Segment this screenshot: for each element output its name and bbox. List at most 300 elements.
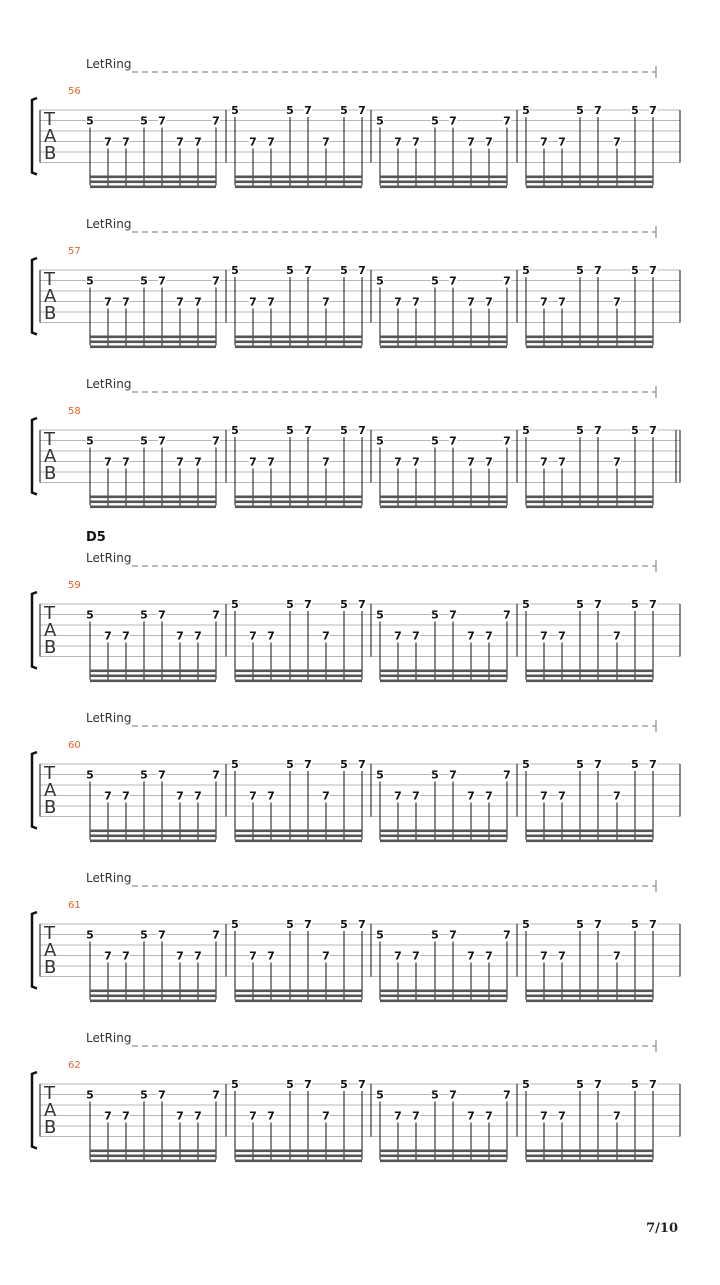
fret-number: 7 — [412, 789, 420, 803]
let-ring-label: LetRing — [86, 377, 132, 391]
fret-number: 5 — [631, 598, 639, 611]
system-bracket — [32, 752, 37, 829]
fret-number: 7 — [540, 629, 548, 643]
fret-number: 7 — [158, 274, 166, 288]
fret-number: 7 — [104, 789, 112, 803]
fret-number: 7 — [267, 455, 275, 469]
fret-number: 7 — [267, 135, 275, 149]
fret-number: 5 — [286, 264, 294, 277]
fret-number: 7 — [467, 949, 475, 963]
fret-number: 5 — [631, 104, 639, 117]
fret-number: 7 — [104, 455, 112, 469]
tab-clef-letter: A — [44, 446, 57, 467]
fret-number: 7 — [449, 928, 457, 942]
fret-number: 7 — [594, 758, 602, 771]
fret-number: 7 — [412, 135, 420, 149]
fret-number: 7 — [322, 629, 330, 643]
fret-number: 7 — [558, 789, 566, 803]
note-beam — [90, 336, 216, 339]
fret-number: 5 — [376, 608, 384, 622]
fret-number: 5 — [522, 598, 530, 611]
fret-number: 7 — [394, 135, 402, 149]
note-beam — [526, 1160, 653, 1163]
note-beam — [380, 186, 507, 189]
tab-clef-letter: T — [44, 603, 55, 624]
fret-number: 7 — [558, 135, 566, 149]
fret-number: 7 — [649, 424, 657, 437]
note-beam — [235, 675, 362, 678]
fret-number: 7 — [649, 1078, 657, 1091]
note-beam — [380, 670, 507, 673]
fret-number: 7 — [594, 598, 602, 611]
fret-number: 5 — [286, 758, 294, 771]
fret-number: 7 — [358, 598, 366, 611]
fret-number: 5 — [340, 758, 348, 771]
tab-clef-letter: A — [44, 620, 57, 641]
fret-number: 7 — [194, 1109, 202, 1123]
note-beam — [235, 1160, 362, 1163]
fret-number: 5 — [231, 264, 239, 277]
fret-number: 5 — [286, 104, 294, 117]
note-beam — [380, 496, 507, 499]
fret-number: 7 — [194, 135, 202, 149]
fret-number: 7 — [467, 295, 475, 309]
note-beam — [380, 346, 507, 349]
note-beam — [235, 995, 362, 998]
note-beam — [526, 176, 653, 179]
fret-number: 7 — [212, 274, 220, 288]
note-beam — [380, 990, 507, 993]
note-beam — [380, 840, 507, 843]
fret-number: 7 — [322, 949, 330, 963]
fret-number: 7 — [212, 114, 220, 128]
fret-number: 7 — [104, 949, 112, 963]
fret-number: 7 — [394, 629, 402, 643]
fret-number: 5 — [522, 104, 530, 117]
fret-number: 7 — [467, 629, 475, 643]
note-beam — [380, 341, 507, 344]
note-beam — [526, 336, 653, 339]
fret-number: 7 — [503, 928, 511, 942]
note-beam — [526, 1000, 653, 1003]
fret-number: 7 — [194, 949, 202, 963]
bar-number: 62 — [68, 1060, 81, 1071]
tab-clef-letter: T — [44, 763, 55, 784]
note-beam — [90, 670, 216, 673]
fret-number: 7 — [467, 1109, 475, 1123]
fret-number: 7 — [358, 104, 366, 117]
fret-number: 5 — [286, 1078, 294, 1091]
fret-number: 7 — [122, 949, 130, 963]
fret-number: 5 — [140, 114, 148, 128]
tab-clef-letter: T — [44, 1083, 55, 1104]
fret-number: 7 — [304, 104, 312, 117]
fret-number: 5 — [340, 104, 348, 117]
note-beam — [526, 1150, 653, 1153]
note-beam — [235, 670, 362, 673]
note-beam — [526, 186, 653, 189]
fret-number: 7 — [649, 758, 657, 771]
fret-number: 7 — [485, 135, 493, 149]
fret-number: 5 — [576, 264, 584, 277]
tab-system — [32, 711, 680, 842]
fret-number: 5 — [631, 918, 639, 931]
fret-number: 5 — [431, 114, 439, 128]
tab-clef-letter: T — [44, 109, 55, 130]
fret-number: 5 — [376, 434, 384, 448]
fret-number: 5 — [376, 768, 384, 782]
fret-number: 7 — [212, 434, 220, 448]
fret-number: 7 — [485, 789, 493, 803]
fret-number: 7 — [503, 114, 511, 128]
fret-number: 7 — [322, 789, 330, 803]
tab-clef-letter: B — [44, 143, 57, 164]
fret-number: 7 — [158, 928, 166, 942]
fret-number: 7 — [322, 1109, 330, 1123]
fret-number: 7 — [613, 1109, 621, 1123]
note-beam — [380, 336, 507, 339]
tab-clef-letter: B — [44, 463, 57, 484]
let-ring-label: LetRing — [86, 871, 132, 885]
tab-clef-letter: T — [44, 429, 55, 450]
fret-number: 7 — [412, 1109, 420, 1123]
fret-number: 5 — [140, 274, 148, 288]
fret-number: 7 — [158, 434, 166, 448]
tab-system — [32, 57, 680, 188]
fret-number: 7 — [122, 455, 130, 469]
fret-number: 7 — [594, 104, 602, 117]
fret-number: 7 — [449, 274, 457, 288]
fret-number: 7 — [249, 455, 257, 469]
fret-number: 7 — [158, 114, 166, 128]
fret-number: 5 — [431, 1088, 439, 1102]
fret-number: 5 — [140, 1088, 148, 1102]
fret-number: 7 — [176, 949, 184, 963]
note-beam — [90, 835, 216, 838]
fret-number: 7 — [412, 295, 420, 309]
fret-number: 7 — [267, 295, 275, 309]
note-beam — [235, 186, 362, 189]
note-beam — [235, 990, 362, 993]
note-beam — [235, 336, 362, 339]
fret-number: 5 — [286, 424, 294, 437]
note-beam — [90, 995, 216, 998]
note-beam — [90, 1150, 216, 1153]
fret-number: 7 — [104, 1109, 112, 1123]
fret-number: 7 — [122, 295, 130, 309]
fret-number: 7 — [194, 295, 202, 309]
fret-number: 7 — [613, 295, 621, 309]
fret-number: 5 — [522, 264, 530, 277]
note-beam — [235, 176, 362, 179]
note-beam — [380, 501, 507, 504]
note-beam — [380, 176, 507, 179]
bar-number: 58 — [68, 406, 81, 417]
fret-number: 7 — [613, 455, 621, 469]
note-beam — [90, 840, 216, 843]
fret-number: 5 — [522, 758, 530, 771]
fret-number: 7 — [540, 949, 548, 963]
fret-number: 7 — [122, 789, 130, 803]
fret-number: 7 — [194, 455, 202, 469]
system-bracket — [32, 98, 37, 175]
fret-number: 7 — [558, 295, 566, 309]
page-indicator: 7/10 — [646, 1221, 678, 1236]
note-beam — [90, 830, 216, 833]
fret-number: 5 — [431, 608, 439, 622]
fret-number: 7 — [176, 455, 184, 469]
fret-number: 7 — [358, 758, 366, 771]
system-bracket — [32, 258, 37, 335]
fret-number: 7 — [394, 455, 402, 469]
note-beam — [526, 506, 653, 509]
note-beam — [380, 181, 507, 184]
fret-number: 7 — [485, 295, 493, 309]
note-beam — [90, 181, 216, 184]
fret-number: 5 — [376, 1088, 384, 1102]
fret-number: 7 — [540, 789, 548, 803]
fret-number: 7 — [558, 949, 566, 963]
note-beam — [526, 496, 653, 499]
note-beam — [90, 186, 216, 189]
fret-number: 5 — [576, 918, 584, 931]
let-ring-label: LetRing — [86, 1031, 132, 1045]
fret-number: 5 — [86, 1088, 94, 1102]
note-beam — [90, 346, 216, 349]
tab-system — [32, 377, 680, 508]
note-beam — [380, 1000, 507, 1003]
tab-clef-letter: B — [44, 637, 57, 658]
note-beam — [235, 341, 362, 344]
note-beam — [380, 675, 507, 678]
note-beam — [380, 1160, 507, 1163]
fret-number: 7 — [249, 135, 257, 149]
note-beam — [235, 506, 362, 509]
fret-number: 7 — [503, 434, 511, 448]
fret-number: 7 — [158, 608, 166, 622]
fret-number: 5 — [631, 758, 639, 771]
note-beam — [526, 1155, 653, 1158]
fret-number: 5 — [231, 424, 239, 437]
fret-number: 7 — [558, 455, 566, 469]
fret-number: 5 — [431, 768, 439, 782]
note-beam — [380, 506, 507, 509]
tab-system — [32, 530, 680, 682]
note-beam — [235, 840, 362, 843]
note-beam — [526, 840, 653, 843]
fret-number: 7 — [594, 424, 602, 437]
fret-number: 7 — [613, 789, 621, 803]
fret-number: 7 — [449, 768, 457, 782]
fret-number: 7 — [412, 455, 420, 469]
note-beam — [526, 990, 653, 993]
fret-number: 7 — [449, 434, 457, 448]
note-beam — [90, 501, 216, 504]
fret-number: 7 — [412, 949, 420, 963]
fret-number: 7 — [594, 1078, 602, 1091]
fret-number: 5 — [86, 768, 94, 782]
fret-number: 5 — [231, 104, 239, 117]
note-beam — [90, 675, 216, 678]
fret-number: 7 — [158, 768, 166, 782]
tab-clef-letter: B — [44, 957, 57, 978]
fret-number: 5 — [431, 434, 439, 448]
fret-number: 7 — [267, 629, 275, 643]
fret-number: 7 — [449, 1088, 457, 1102]
fret-number: 7 — [212, 768, 220, 782]
fret-number: 7 — [394, 295, 402, 309]
tab-clef-letter: A — [44, 286, 57, 307]
fret-number: 7 — [358, 264, 366, 277]
tab-clef-letter: A — [44, 126, 57, 147]
fret-number: 5 — [86, 274, 94, 288]
note-beam — [90, 1000, 216, 1003]
note-beam — [90, 496, 216, 499]
bar-number: 60 — [68, 740, 81, 751]
fret-number: 5 — [522, 918, 530, 931]
fret-number: 7 — [304, 264, 312, 277]
fret-number: 7 — [212, 928, 220, 942]
bar-number: 59 — [68, 580, 81, 591]
note-beam — [235, 1155, 362, 1158]
system-bracket — [32, 592, 37, 669]
fret-number: 7 — [249, 949, 257, 963]
let-ring-label: LetRing — [86, 217, 132, 231]
fret-number: 7 — [358, 1078, 366, 1091]
fret-number: 5 — [86, 928, 94, 942]
note-beam — [235, 1000, 362, 1003]
fret-number: 7 — [322, 135, 330, 149]
fret-number: 5 — [231, 758, 239, 771]
fret-number: 7 — [304, 918, 312, 931]
fret-number: 5 — [286, 598, 294, 611]
note-beam — [526, 830, 653, 833]
tab-system — [32, 1031, 680, 1162]
fret-number: 7 — [176, 1109, 184, 1123]
fret-number: 7 — [249, 789, 257, 803]
note-beam — [235, 501, 362, 504]
note-beam — [526, 181, 653, 184]
note-beam — [380, 1155, 507, 1158]
note-beam — [526, 341, 653, 344]
fret-number: 7 — [176, 789, 184, 803]
chord-name: D5 — [86, 530, 106, 545]
fret-number: 7 — [304, 758, 312, 771]
bar-number: 57 — [68, 246, 81, 257]
fret-number: 7 — [122, 135, 130, 149]
fret-number: 7 — [503, 768, 511, 782]
fret-number: 7 — [594, 918, 602, 931]
tab-clef-letter: A — [44, 940, 57, 961]
fret-number: 7 — [158, 1088, 166, 1102]
fret-number: 5 — [340, 1078, 348, 1091]
tab-clef-letter: T — [44, 269, 55, 290]
fret-number: 7 — [503, 1088, 511, 1102]
fret-number: 5 — [576, 1078, 584, 1091]
fret-number: 7 — [176, 295, 184, 309]
system-bracket — [32, 912, 37, 989]
tab-clef-letter: A — [44, 1100, 57, 1121]
fret-number: 7 — [394, 789, 402, 803]
fret-number: 7 — [649, 598, 657, 611]
fret-number: 7 — [194, 629, 202, 643]
fret-number: 7 — [594, 264, 602, 277]
fret-number: 7 — [249, 1109, 257, 1123]
fret-number: 7 — [249, 629, 257, 643]
fret-number: 5 — [522, 424, 530, 437]
fret-number: 7 — [412, 629, 420, 643]
note-beam — [526, 675, 653, 678]
note-beam — [380, 835, 507, 838]
note-beam — [235, 496, 362, 499]
fret-number: 5 — [522, 1078, 530, 1091]
fret-number: 5 — [431, 928, 439, 942]
note-beam — [235, 835, 362, 838]
fret-number: 5 — [231, 598, 239, 611]
fret-number: 7 — [122, 1109, 130, 1123]
note-beam — [380, 1150, 507, 1153]
note-beam — [90, 506, 216, 509]
fret-number: 5 — [376, 928, 384, 942]
fret-number: 5 — [86, 114, 94, 128]
note-beam — [380, 680, 507, 683]
note-beam — [235, 1150, 362, 1153]
fret-number: 7 — [394, 1109, 402, 1123]
fret-number: 7 — [649, 264, 657, 277]
system-bracket — [32, 1072, 37, 1149]
fret-number: 5 — [140, 768, 148, 782]
note-beam — [526, 835, 653, 838]
system-bracket — [32, 418, 37, 495]
note-beam — [380, 995, 507, 998]
fret-number: 7 — [104, 135, 112, 149]
fret-number: 7 — [249, 295, 257, 309]
fret-number: 5 — [340, 918, 348, 931]
note-beam — [90, 176, 216, 179]
note-beam — [526, 346, 653, 349]
fret-number: 5 — [576, 424, 584, 437]
fret-number: 7 — [613, 135, 621, 149]
fret-number: 7 — [122, 629, 130, 643]
fret-number: 7 — [322, 455, 330, 469]
fret-number: 7 — [485, 1109, 493, 1123]
fret-number: 5 — [231, 918, 239, 931]
fret-number: 7 — [212, 608, 220, 622]
note-beam — [235, 346, 362, 349]
fret-number: 7 — [267, 789, 275, 803]
note-beam — [526, 670, 653, 673]
fret-number: 7 — [176, 629, 184, 643]
fret-number: 7 — [503, 608, 511, 622]
fret-number: 7 — [394, 949, 402, 963]
fret-number: 5 — [86, 434, 94, 448]
tab-clef-letter: A — [44, 780, 57, 801]
fret-number: 7 — [485, 455, 493, 469]
note-beam — [526, 995, 653, 998]
fret-number: 7 — [649, 918, 657, 931]
fret-number: 5 — [140, 608, 148, 622]
fret-number: 7 — [104, 295, 112, 309]
fret-number: 7 — [322, 295, 330, 309]
fret-number: 7 — [304, 424, 312, 437]
fret-number: 7 — [176, 135, 184, 149]
fret-number: 5 — [631, 264, 639, 277]
fret-number: 5 — [286, 918, 294, 931]
bar-number: 61 — [68, 900, 81, 911]
note-beam — [90, 1160, 216, 1163]
fret-number: 5 — [140, 434, 148, 448]
fret-number: 5 — [376, 274, 384, 288]
